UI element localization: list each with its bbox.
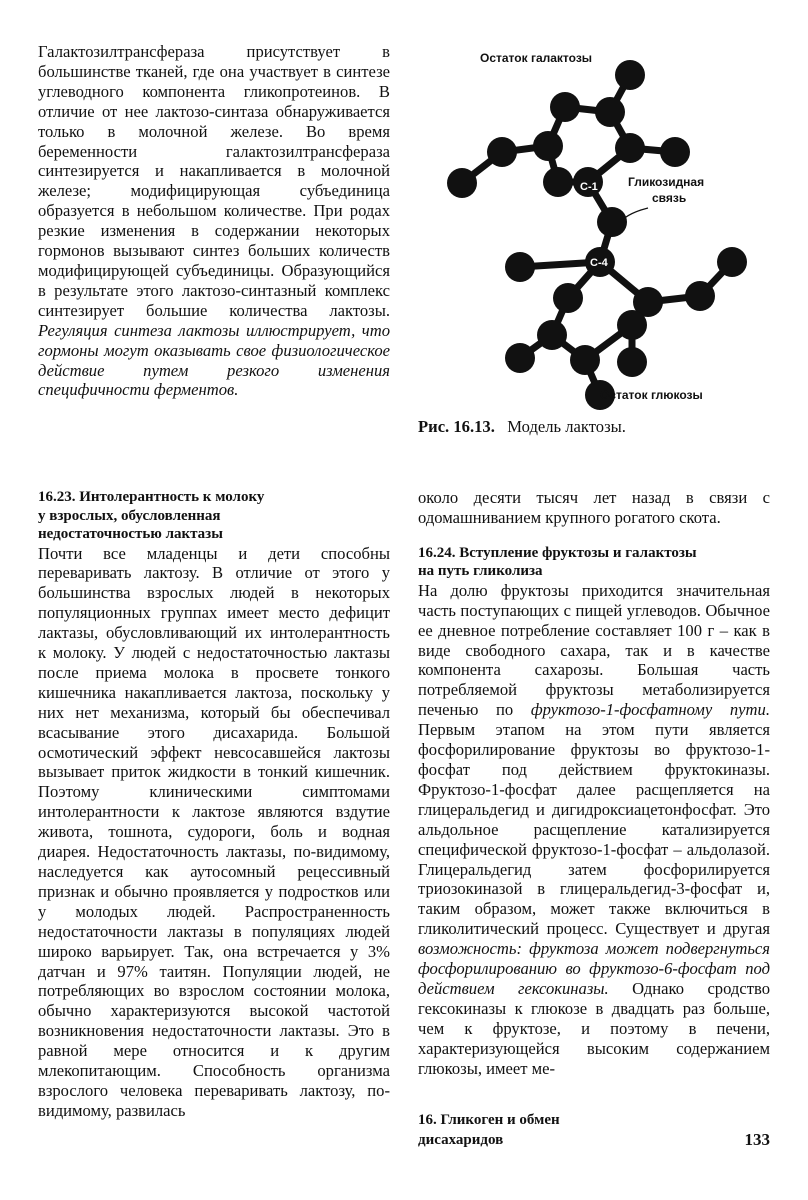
heading-line: 16.24. Вступление фруктозы и галактозы [418,544,697,561]
atoms [447,60,747,410]
heading-line: на путь гликолиза [418,563,543,580]
chapter-title-line: дисахаридов [418,1132,504,1148]
glycosidic-label-line2: связь [652,191,687,205]
figure-caption-text: Модель лактозы. [507,417,626,436]
body-text: Первым этапом на этом пути является фосфорилирование фруктозы во фруктозо-1-фосфат под действием фруктокиназы. Фруктозо-1-фосфат далее расщепляется на глицеральдегид и дигидроксиацетонфосфат. Это альдольное расщепление катализируется специфической фруктозо-1-фосфат – альдолазой. Глицеральдегид затем фосфорилируется триозокиназой в глицеральдегид-3-фосфат и, таким образом, может также включиться в гликолитический процесс. Существует и другая [418,720,770,939]
page-number: 133 [744,1130,770,1149]
section-16-23-body: Почти все младенцы и дети способны переваривать лактозу. В отличие от этого у большинства взрослых людей в некоторых популяционных группах имеет место дефицит лактазы, обусловливающий их интолерантность к молоку. У людей с недостаточностью лактазы после приема молока в просвете тонкого кишечника накапливается лактоза, поскольку у них нет механизма, который бы обеспечивал всасывание этого дисахарида. Большой осмотический эффект невсосавшейся лактозы вызывает приток жидкости в тонкий кишечник. Поэтому клиническими симптомами интолерантности к лактозе являются вздутие живота, тошнота, судороги, боль и водная диарея. Недостаточность лактазы, по-видимому, наследуется как аутосомный рецессивный признак и обычно проявляется у подростков или у молодых людей. Распространенность недостаточности лактазы в популяциях людей широко варьирует. Так, она встречается у 3% датчан и 97% таитян. Популяции людей, не потребляющих во взрослом состоянии молока, обычно характеризуются высокой частотой возникновения недостаточности лактазы. Это в равной мере относится и к другим млекопитающим. Способность организма взрослого человека переваривать лактозу, по-видимому, развилась [38,543,390,1120]
galactose-residue-label: Остаток галактозы [480,51,593,65]
section-16-23 [38,488,390,1121]
lactose-model-svg [420,40,800,420]
italic-term: фруктозо-1-фосфатному пути. [530,700,770,720]
section-16-24-heading [418,544,770,581]
chapter-title-line: 16. Гликоген и обмен [418,1112,560,1128]
body-text: Однако сродство гексокиназы к глюкозе в двадцать раз больше, чем к фруктозе, и поэтому в печени, характеризующейся высоким содержанием глюкозы, имеет ме- [418,978,770,1078]
lactose-synthase-paragraph [38,42,390,400]
section-16-24-body [418,581,770,1079]
bonds [462,75,732,395]
c4-label: С-4 [590,257,608,269]
glucose-residue-label: Остаток глюкозы [600,388,703,402]
paragraph-text: Галактозилтрансфераза присутствует в большинстве тканей, где она участвует в синтезе углеводного компонента гликопротеинов. В отличие от нее лактозо-синтаза обнаруживается только в молочной железе. Во время беременности галактозилтрансфераза синтезируется и накапливается в молочной железе; модифицирующая субъединица образуется в небольшом количестве. При родах резкие изменения в содержании некоторых гормонов вызывают синтез больших количеств модифицирующей субъединицы. Образующийся в результате этого лактозо-синтазный комплекс синтезирует большие количества лактозы. [38,42,390,320]
figure-number: Рис. 16.13. [418,417,495,436]
page-footer [418,1110,770,1150]
body-text: На долю фруктозы приходится значительная часть поступающих с пищей углеводов. Обычное ее дневное потребление составляет 100 г – как в виде свободного сахара, так и в качестве компонента сахарозы. Большая часть потребляемой фруктозы метаболизируется печенью по [418,580,770,720]
heading-line: у взрослых, обусловленная [38,507,221,524]
italic-statement: возможность: фруктоза может подвергнуться фосфорилированию во фруктозо-6-фосфат под действием гексокиназы. [418,939,770,998]
figure-caption [418,417,626,437]
heading-line: недостаточностью лактазы [38,526,223,542]
right-column [418,488,770,1078]
heading-line: 16.23. Интолерантность к молоку [38,489,265,505]
lactose-model-figure [420,40,800,420]
section-16-23-continuation: около десяти тысяч лет назад в связи с одомашниванием крупного рогатого скота. [418,488,770,527]
chapter-title [418,1110,770,1150]
glycosidic-label-line1: Гликозидная [628,175,705,189]
top-left-column [38,42,390,400]
section-16-23-heading [38,488,390,544]
italic-statement: Регуляция синтеза лактозы иллюстрирует, что гормоны могут оказывать свое физиологическое действие путем резкого изменения специфичности ферментов. [38,320,390,400]
c1-label: С-1 [580,181,598,193]
